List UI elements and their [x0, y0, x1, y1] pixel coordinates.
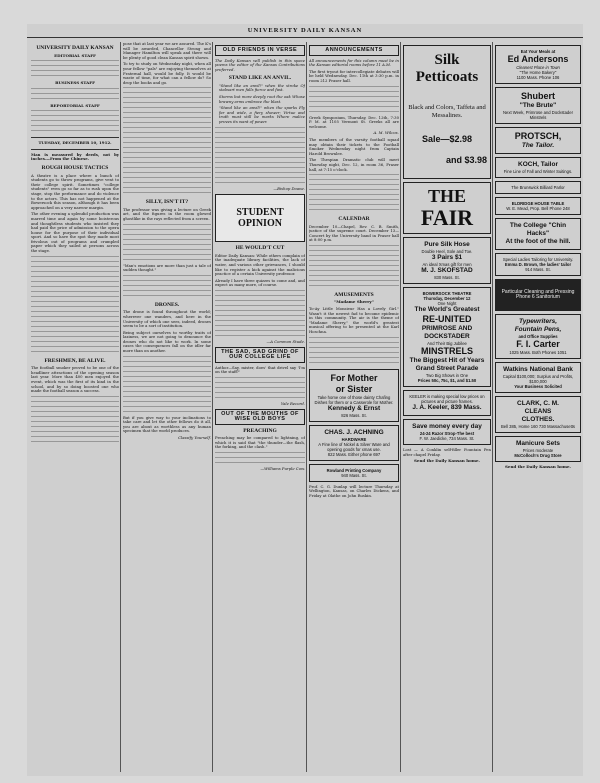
- paragraph: A theatre is a place where a bunch of students go to throw programs, give vent to their college spirit. Sometimes "college students" even go so far as to rush upon the stage, stop the performance and do violence to the actors. This has not happened at the Bowersock this season, although it has been approached on a very narrow margin.: [31, 172, 119, 210]
- quote: Man is measured by deeds, not by inches.—From the Chinese.: [31, 151, 119, 162]
- ad-text: An ideal Xmas gift for men: [422, 262, 472, 267]
- ad-line: Your Business Solicited: [514, 384, 562, 389]
- ad-line: Eat Your Meals at: [520, 49, 556, 54]
- ad-text: A Fine line of Nickel & Silver Ware and opening goods for xmas use.: [318, 441, 390, 452]
- paragraph: But if you give way to your inclinations to take care and let the other fellows do it all, you are about as worthless as any human specimen that the world produces.: [123, 414, 211, 434]
- ad-achning: [309, 425, 399, 461]
- ad-rowland: [309, 464, 399, 482]
- paragraph: pose that at last year we are assured. The K's will be awarded, Chancellor Strong and Manager Hamilton will speak and there will be plenty of good clean Kansas spirit shown.: [123, 42, 211, 60]
- poem-stanza: "Stand like an anvil!" when the sparks Fly far and wide, a fiery shower; Virtue and truth must still be marks Where malice proves its want of power.: [219, 105, 305, 125]
- ad-shubert: [495, 87, 581, 124]
- headline-anvil: STAND LIKE AN ANVIL.: [228, 75, 292, 82]
- ad-text: Special Ladies Tailoring for University.: [502, 257, 574, 262]
- ad-silk-petticoats: [403, 45, 491, 179]
- ad-line: Ed Andersons: [507, 54, 569, 64]
- ad-line: CLARK, C. M.: [517, 400, 559, 407]
- ad-keeler: [403, 390, 491, 416]
- ad-shop: Kennedy & Ernst: [327, 404, 381, 412]
- ad-text: Take home one of those dainty Chafing Dishes for them or a Casserole for Mother.: [314, 394, 394, 405]
- paragraph: Editor Daily Kansan: While others complain of the inadequate library facilities, the lack of water, and various other grievances, I should like to register a kick against the malicious practice of a certain University professor.: [215, 252, 305, 277]
- ad-line: Phone 6 Sanitorium: [516, 294, 560, 300]
- ad-address: 914 Mass. St.: [525, 267, 551, 272]
- cartoon-line: OPINION: [238, 218, 282, 230]
- column-3: [215, 42, 305, 772]
- ad-line: And Their Big Jubilee: [427, 341, 467, 346]
- subheading: "Madame Sherry": [334, 299, 374, 305]
- column-2: [123, 42, 211, 772]
- paragraph: Already I have three quizzes to come and, and expect as many more, of course.: [215, 277, 305, 288]
- signature: Yale Record.: [280, 400, 305, 406]
- headline-rough-house: ROUGH HOUSE TACTICS: [41, 165, 109, 172]
- signature: Classify Yourself.: [178, 435, 211, 441]
- ad-line: PROTSCH,: [514, 131, 562, 141]
- column-rule: [120, 42, 121, 772]
- student-opinion-cartoon: [215, 194, 305, 242]
- ad-address: 1100 Mass. Phone 106: [516, 75, 560, 80]
- paragraph: Being subject ourselves to worthy traits of laziness, we are not going to denounce the drones who do not like to work. In some cases the consequences fall on the idler far more than on another.: [123, 329, 211, 354]
- masthead: [27, 24, 583, 38]
- ad-line: Watkins National Bank: [503, 366, 573, 373]
- column-rule: [306, 42, 307, 772]
- newspaper-page: [27, 24, 583, 776]
- ad-line: THE: [427, 186, 466, 206]
- paragraph: The football smoker proved to be one of the headliner attractions of the opening season last year. More than 400 men enjoyed the event, which was the first of its kind in the school, and by so doing boosted one who made the football season a success.: [31, 365, 119, 394]
- ad-line: Prices moderate: [522, 448, 554, 453]
- paragraph: Greek Symposium, Thursday, Dec. 12th, 7:30 P. M. at 1105 Vermont St. Greeks all are welcome.: [309, 114, 399, 129]
- ad-address: 826 Mass. St.: [341, 412, 367, 418]
- ad-line: 24-24 Razor Strop-The best: [419, 431, 475, 436]
- paragraph: Author—Say, mister, does' that drivel say 'I'm on the staff?': [215, 364, 305, 375]
- issue-date: TUESDAY, DECEMBER 10, 1912.: [38, 140, 112, 146]
- ad-line: Two Big Shows in One: [425, 373, 469, 378]
- ad-andersons: [495, 45, 581, 84]
- ad-line: Manicure Sets: [515, 440, 561, 447]
- ad-line: Pure Silk Hose: [424, 241, 470, 248]
- ad-watkins: [495, 362, 581, 393]
- ad-line: MINSTRELS: [420, 346, 473, 356]
- signature: —Bishop Doane.: [273, 185, 305, 191]
- ad-line: PRIMROSE AND DOCKSTADER: [421, 325, 473, 340]
- ad-protsch: [495, 127, 581, 154]
- masthead-title: UNIVERSITY DAILY KANSAN: [247, 27, 363, 34]
- ad-text: Next Week, Primrose and Dockstader Minstrels: [503, 110, 573, 120]
- ad-chin-hacks: [495, 218, 581, 250]
- headline-preaching: PREACHING: [243, 427, 277, 434]
- ad-shop: McColloch's Drug Store: [514, 453, 562, 458]
- column-rule: [492, 42, 493, 772]
- ad-eldridge: [495, 197, 581, 215]
- ad-brunswick: [495, 181, 581, 194]
- ad-kennedy-ernst: [309, 369, 399, 422]
- poem-stanza: "Stand like an anvil!" when the stroke Of stalwart men falls fierce and fast.: [219, 82, 305, 93]
- ad-line: The College "Chin Hacks": [509, 222, 567, 237]
- ad-price: Sale—$2.98: [421, 134, 473, 144]
- paragraph: Prof. C. G. Dunlap will lecture Thursday at Wellington, Kansas, on Charles Dickens, and Friday at Olathe on John Ruskin.: [309, 483, 399, 498]
- ad-shop: M. J. SKOFSTAD: [421, 267, 473, 274]
- editorial-staff-heading: EDITORIAL STAFF: [54, 52, 96, 58]
- ad-text: KEELER is making special low prices on pictures and picture frames.: [409, 394, 485, 404]
- ad-text: Double Heel, Sole and Toe.: [421, 249, 473, 254]
- ad-clark: [495, 396, 581, 433]
- column-5: [403, 42, 491, 772]
- ad-text: "The Home Bakery": [519, 70, 557, 75]
- headline-silly: SILLY, ISN'T IT?: [145, 199, 189, 206]
- ad-address: 1025 Mass. Both Phones 1051: [509, 350, 567, 355]
- ad-line: Grand Street Parade: [415, 365, 479, 372]
- signature: A. M. Wilcox.: [373, 130, 399, 136]
- column-6: [495, 42, 581, 772]
- ad-line: Silk: [434, 52, 460, 68]
- footer-note: Send the Daily Kansan home.: [414, 458, 480, 464]
- paragraph: To try to study on Wednesday night, when all your fellow "pals" are enjoying themselves at Fraternal hall, would be folly. It would be waste of time, for what can a fellow do? So drop the books and go.: [123, 61, 211, 85]
- paragraph: The professor was giving a lecture on Greek art, and the figures in the room glowed ghostlike in the rays reflected from a screen.: [123, 206, 211, 222]
- ad-line: and Office Supplies: [518, 334, 558, 339]
- intro: All announcements for this column must be in the Kansan editorial rooms before 11 A.M.: [309, 57, 399, 68]
- paragraph: The first tryout for intercollegiate debates will be held Wednesday, Dec. 11th at 3:30 p.m. in room 212 Fraser hall.: [309, 68, 399, 83]
- footer-note: Send the Daily Kansan home.: [505, 464, 571, 469]
- business-staff-heading: BUSINESS STAFF: [55, 80, 95, 86]
- poem-stanza: Storms but more deeply root the oak Whose brawny arms embrace the blast.: [219, 94, 305, 104]
- ad-text: Fine Line of Fall and Winter Suitings.: [503, 169, 573, 174]
- ad-silk-hose: [403, 237, 491, 284]
- column-rule: [400, 42, 401, 772]
- signature: —A Common Stude.: [266, 338, 305, 344]
- ad-line: Typewriters,: [518, 318, 558, 325]
- ad-line: At the foot of the hill.: [505, 238, 571, 245]
- ad-line: Particular Cleaning and Pressing: [501, 289, 575, 296]
- ad-line: ELDRIDGE HOUSE TABLE: [511, 201, 565, 206]
- ad-line: The World's Greatest: [414, 306, 480, 313]
- ad-mccolloch: [495, 436, 581, 462]
- ad-line: CHAS. J. ACHNING: [324, 428, 384, 436]
- headline-amusements: AMUSEMENTS: [334, 291, 374, 298]
- ad-koch: [495, 157, 581, 178]
- signature: —Williams Purple Cow.: [260, 465, 305, 471]
- ad-price: and $3.98: [445, 155, 487, 165]
- ad-line: For Mother: [330, 372, 378, 383]
- ad-shop: J. A. Keeler, 839 Mass.: [412, 404, 482, 411]
- column-1: [31, 42, 119, 772]
- paragraph: The drone is found throughout the world; wherever one wanders, and here in the University of which one sees, indeed, drones seem to be a sort of institution.: [123, 309, 211, 329]
- ad-text: The Brunswick Billiard Parlor: [511, 185, 565, 190]
- headline-freshmen: FRESHMEN, BE ALIVE.: [44, 357, 106, 364]
- paragraph: December 10—Chapel, Rev. C. B. Smith, justice of the supreme court. December 13—Concert by the University band in Fraser hall at 8:00 p.m.: [309, 223, 399, 243]
- ad-address: Bell 385, Home 160 730 Massachusetts: [500, 424, 576, 429]
- ad-address: 940 Mass. St.: [341, 472, 367, 478]
- column-rule: [212, 42, 213, 772]
- wise-old-boys-box-title: OUT OF THE MOUTHS OF WISE OLD BOYS: [215, 409, 305, 424]
- ad-text: W. E. Mead, Prop. Bell Phone 248: [506, 206, 570, 211]
- paragraph: "Man's emotions are more than just a tale of sudden thought.": [123, 262, 211, 273]
- ad-line: Shubert: [520, 91, 555, 101]
- paragraph: Preaching may be compared to lightning, of which it is said that "the thunder—the flash, the forking, and the clash.": [215, 435, 305, 450]
- paragraph: To-Ay Little Monsieur Has a Lovely Girl." Wasn't it the newest fad to become epidemic in this community. The air is the theme of "Madame Sherry," the world's greatest musical offering to be presented at the Karl Hoschna.: [309, 306, 399, 335]
- ad-line: Fountain Pens,: [514, 326, 562, 333]
- reportorial-staff-heading: REPORTORIAL STAFF: [50, 102, 100, 108]
- ad-cleaning-image: [495, 279, 581, 311]
- ad-line: KOCH, Tailor: [518, 161, 558, 168]
- ad-price: 3 Pairs $1: [431, 254, 463, 261]
- ad-shop: F. I. Carter: [516, 339, 560, 349]
- ad-line: Cleanest Place in Town: [516, 65, 560, 70]
- paragraph: Lost — A Conklin self-filler Fountain Pen after chapel Friday.: [403, 447, 491, 457]
- headline-cut: HE WOULD'T CUT: [235, 245, 285, 252]
- ad-shop: F. W. Jaedicke, 734 Mass. St.: [419, 436, 475, 441]
- ad-line: BOWERSOCK THEATRE: [422, 291, 472, 296]
- ad-emma-brown: [495, 253, 581, 276]
- ad-the-fair: [403, 182, 491, 234]
- cartoon-line: STUDENT: [236, 207, 284, 219]
- ad-text: Capital $100,000; Surplus and Profits, $100,000: [502, 374, 574, 384]
- ad-shop: Emma D. Brown, the ladies' tailor: [504, 262, 572, 267]
- ad-line: Save money every day: [412, 423, 482, 430]
- column-4: [309, 42, 399, 772]
- ad-address: 822 Mass. Either phone 697: [327, 451, 381, 457]
- ad-line: One Night: [437, 301, 457, 306]
- paper-name: UNIVERSITY DAILY KANSAN: [36, 45, 114, 51]
- old-friends-box-title: OLD FRIENDS IN VERSE: [215, 45, 305, 56]
- paragraph: The members of the varsity football squad may obtain their tickets to the Football Smoker Wednesday night from Captain Harold Brownlee.: [309, 136, 399, 156]
- ad-line: or Sister: [335, 383, 373, 394]
- ad-line: Thursday, December 12: [423, 296, 471, 301]
- ad-line: CLEANS: [524, 408, 552, 415]
- ad-line: Rowland Printing Company: [326, 467, 382, 473]
- paragraph: The Thespian Dramatic club will meet Thursday night, Dec. 12, in room 36, Fraser hall, at 7:15 o'clock.: [309, 157, 399, 172]
- intro: The Daily Kansan will publish in this space poems the editor of the Kansas Contributions preferred.: [215, 57, 305, 72]
- ad-bowersock: [403, 287, 491, 387]
- ad-jaedicke: [403, 419, 491, 445]
- ad-line: HARDWARE: [341, 436, 367, 442]
- ad-address: 830 Mass. St.: [434, 275, 460, 280]
- ad-line: FAIR: [420, 205, 474, 230]
- ad-line: CLOTHES.: [521, 416, 555, 423]
- ad-carter: [495, 314, 581, 359]
- ad-text: Black and Colors, Taffeta and Messalines.: [408, 104, 486, 119]
- paragraph: The other evening a splendid production was marred time and again by some boisterous and thoughtless students who insisted they had paid the price of admission to the opera house for the purpose of their individual sport. And so have the spot they made most frivolous out of programs and crumpled paper which they sailed at persons across the stage.: [31, 211, 119, 254]
- ad-price: Prices 50c, 75c, $1, and $1.50: [417, 378, 477, 383]
- announcements-title: ANNOUNCEMENTS: [309, 45, 399, 56]
- headline-calendar: CALENDAR: [338, 216, 370, 223]
- ad-line: "The Brute": [519, 102, 557, 109]
- ad-line: The Biggest Hit of Years: [409, 357, 485, 364]
- ad-line: The Tailor.: [521, 142, 555, 149]
- sad-grind-box-title: THE SAD, SAD GRIND OF OUR COLLEGE LIFE: [215, 347, 305, 362]
- headline-drones: DRONES.: [154, 301, 180, 308]
- ad-line: RE-UNITED: [422, 314, 472, 324]
- ad-line: Petticoats: [415, 69, 479, 85]
